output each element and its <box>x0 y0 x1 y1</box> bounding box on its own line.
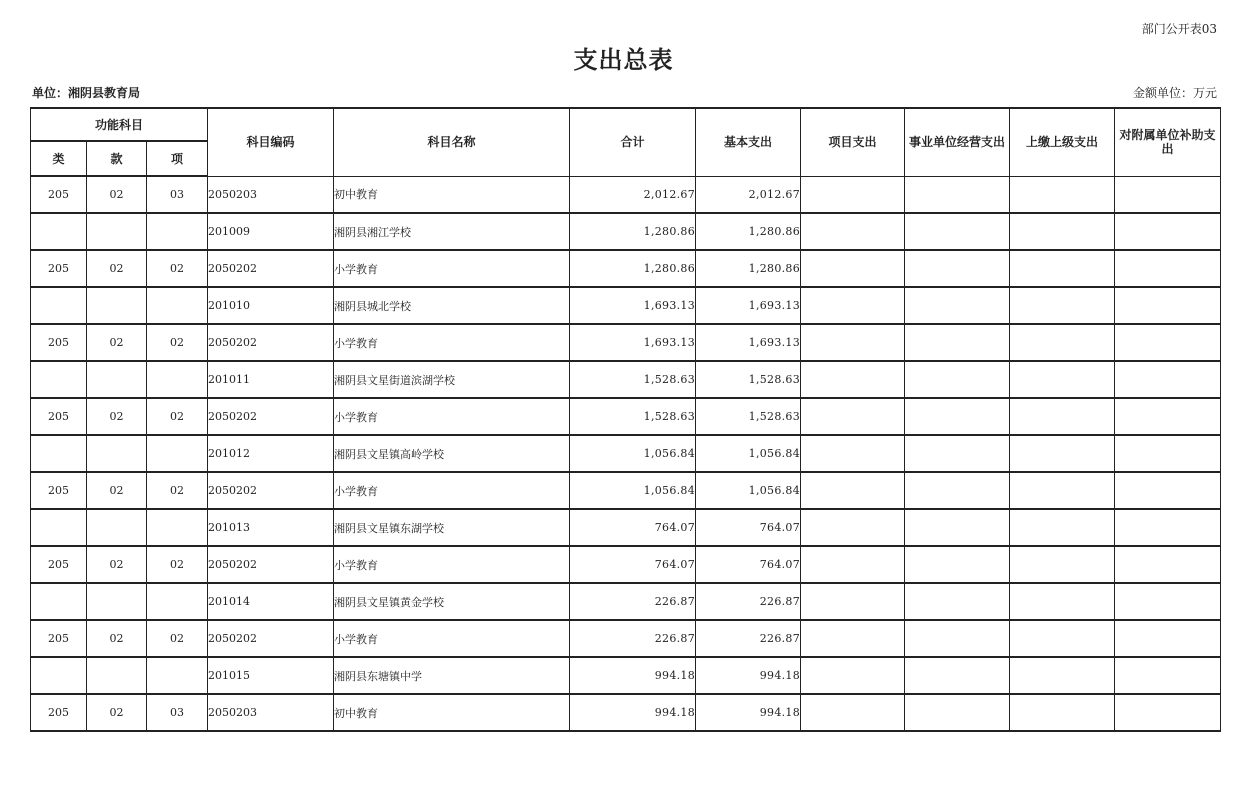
cell-upper-payment <box>1010 435 1115 472</box>
cell-kuan <box>87 287 147 324</box>
cell-basic-expense: 1,693.13 <box>696 287 801 324</box>
cell-subject-name: 小学教育 <box>334 472 570 509</box>
cell-basic-expense: 1,528.63 <box>696 398 801 435</box>
cell-lei <box>31 509 87 546</box>
cell-upper-payment <box>1010 620 1115 657</box>
table-row <box>31 176 1221 213</box>
cell-total: 1,693.13 <box>570 287 696 324</box>
cell-subject-name: 湘阴县文星镇高岭学校 <box>334 435 570 472</box>
cell-kuan: 02 <box>87 176 147 213</box>
cell-kuan: 02 <box>87 324 147 361</box>
cell-xiang <box>147 361 208 398</box>
cell-upper-payment <box>1010 176 1115 213</box>
page-title: 支出总表 <box>573 46 674 74</box>
cell-business-expense <box>905 620 1010 657</box>
cell-upper-payment <box>1010 361 1115 398</box>
cell-basic-expense: 994.18 <box>696 657 801 694</box>
cell-basic-expense: 1,528.63 <box>696 361 801 398</box>
cell-project-expense <box>801 657 905 694</box>
cell-subject-code: 2050203 <box>208 694 334 731</box>
cell-lei <box>31 287 87 324</box>
cell-kuan: 02 <box>87 472 147 509</box>
cell-total: 994.18 <box>570 694 696 731</box>
cell-subject-name: 初中教育 <box>334 694 570 731</box>
cell-lei <box>31 213 87 250</box>
cell-subject-name: 小学教育 <box>334 398 570 435</box>
cell-subject-name: 小学教育 <box>334 620 570 657</box>
cell-upper-payment <box>1010 509 1115 546</box>
header-upper-payment: 上缴上级支出 <box>1010 108 1115 176</box>
cell-subsidiary-subsidy <box>1115 398 1221 435</box>
cell-subject-name: 小学教育 <box>334 250 570 287</box>
cell-business-expense <box>905 583 1010 620</box>
cell-business-expense <box>905 213 1010 250</box>
cell-basic-expense: 994.18 <box>696 694 801 731</box>
cell-subsidiary-subsidy <box>1115 361 1221 398</box>
cell-upper-payment <box>1010 250 1115 287</box>
cell-basic-expense: 1,056.84 <box>696 435 801 472</box>
header-subsidiary-subsidy: 对附属单位补助支出 <box>1115 108 1221 176</box>
cell-xiang <box>147 509 208 546</box>
cell-xiang: 02 <box>147 620 208 657</box>
cell-total: 764.07 <box>570 509 696 546</box>
cell-xiang <box>147 583 208 620</box>
cell-total: 994.18 <box>570 657 696 694</box>
cell-project-expense <box>801 361 905 398</box>
cell-total: 1,056.84 <box>570 435 696 472</box>
table-body <box>31 176 1221 731</box>
cell-lei: 205 <box>31 472 87 509</box>
cell-kuan: 02 <box>87 250 147 287</box>
cell-project-expense <box>801 583 905 620</box>
table-row <box>31 435 1221 472</box>
header-subject-code: 科目编码 <box>208 108 334 176</box>
cell-kuan: 02 <box>87 398 147 435</box>
cell-xiang <box>147 435 208 472</box>
cell-project-expense <box>801 250 905 287</box>
cell-subsidiary-subsidy <box>1115 324 1221 361</box>
cell-project-expense <box>801 213 905 250</box>
cell-kuan <box>87 657 147 694</box>
cell-project-expense <box>801 546 905 583</box>
cell-project-expense <box>801 694 905 731</box>
cell-lei: 205 <box>31 620 87 657</box>
cell-subject-code: 2050202 <box>208 250 334 287</box>
cell-subsidiary-subsidy <box>1115 176 1221 213</box>
table-row <box>31 546 1221 583</box>
cell-subsidiary-subsidy <box>1115 694 1221 731</box>
cell-subsidiary-subsidy <box>1115 620 1221 657</box>
cell-kuan: 02 <box>87 694 147 731</box>
cell-kuan: 02 <box>87 620 147 657</box>
cell-lei: 205 <box>31 546 87 583</box>
cell-basic-expense: 2,012.67 <box>696 176 801 213</box>
cell-subject-code: 2050202 <box>208 472 334 509</box>
cell-kuan <box>87 583 147 620</box>
cell-upper-payment <box>1010 324 1115 361</box>
cell-xiang <box>147 287 208 324</box>
cell-total: 1,280.86 <box>570 250 696 287</box>
cell-xiang: 03 <box>147 176 208 213</box>
cell-subject-code: 2050202 <box>208 620 334 657</box>
cell-xiang <box>147 657 208 694</box>
cell-total: 1,693.13 <box>570 324 696 361</box>
header-basic-expense: 基本支出 <box>696 108 801 176</box>
cell-kuan: 02 <box>87 546 147 583</box>
cell-lei: 205 <box>31 324 87 361</box>
cell-lei <box>31 657 87 694</box>
header-functional-subject: 功能科目 <box>31 108 208 141</box>
header-lei: 类 <box>31 141 87 176</box>
header-project-expense: 项目支出 <box>801 108 905 176</box>
cell-project-expense <box>801 287 905 324</box>
cell-subject-code: 201011 <box>208 361 334 398</box>
cell-project-expense <box>801 435 905 472</box>
amount-unit-label: 金额单位：万元 <box>1132 86 1217 100</box>
cell-xiang: 02 <box>147 546 208 583</box>
table-row <box>31 361 1221 398</box>
cell-business-expense <box>905 176 1010 213</box>
cell-xiang: 02 <box>147 472 208 509</box>
cell-business-expense <box>905 472 1010 509</box>
cell-total: 1,528.63 <box>570 361 696 398</box>
cell-xiang: 02 <box>147 250 208 287</box>
cell-lei <box>31 583 87 620</box>
cell-basic-expense: 1,280.86 <box>696 213 801 250</box>
cell-lei: 205 <box>31 398 87 435</box>
cell-subject-code: 201015 <box>208 657 334 694</box>
cell-basic-expense: 1,693.13 <box>696 324 801 361</box>
cell-total: 1,056.84 <box>570 472 696 509</box>
header-total: 合计 <box>570 108 696 176</box>
cell-upper-payment <box>1010 287 1115 324</box>
cell-subject-code: 2050203 <box>208 176 334 213</box>
cell-subsidiary-subsidy <box>1115 546 1221 583</box>
cell-basic-expense: 764.07 <box>696 509 801 546</box>
cell-subject-name: 湘阴县文星街道滨湖学校 <box>334 361 570 398</box>
cell-subsidiary-subsidy <box>1115 509 1221 546</box>
cell-subject-code: 201014 <box>208 583 334 620</box>
cell-business-expense <box>905 694 1010 731</box>
cell-subject-code: 2050202 <box>208 324 334 361</box>
cell-total: 1,528.63 <box>570 398 696 435</box>
cell-kuan <box>87 213 147 250</box>
cell-subject-name: 小学教育 <box>334 324 570 361</box>
cell-subsidiary-subsidy <box>1115 250 1221 287</box>
table-row <box>31 694 1221 731</box>
cell-project-expense <box>801 620 905 657</box>
cell-business-expense <box>905 657 1010 694</box>
cell-xiang: 02 <box>147 398 208 435</box>
cell-project-expense <box>801 509 905 546</box>
cell-subject-name: 初中教育 <box>334 176 570 213</box>
cell-subsidiary-subsidy <box>1115 657 1221 694</box>
cell-kuan <box>87 361 147 398</box>
cell-business-expense <box>905 324 1010 361</box>
cell-total: 2,012.67 <box>570 176 696 213</box>
expenditure-table <box>30 107 1221 732</box>
table-row <box>31 324 1221 361</box>
cell-project-expense <box>801 472 905 509</box>
cell-upper-payment <box>1010 213 1115 250</box>
cell-subject-name: 湘阴县城北学校 <box>334 287 570 324</box>
cell-business-expense <box>905 546 1010 583</box>
cell-business-expense <box>905 287 1010 324</box>
cell-kuan <box>87 435 147 472</box>
cell-upper-payment <box>1010 398 1115 435</box>
unit-label: 单位：湘阴县教育局 <box>32 86 141 100</box>
table-row <box>31 509 1221 546</box>
cell-basic-expense: 764.07 <box>696 546 801 583</box>
cell-upper-payment <box>1010 546 1115 583</box>
table-row <box>31 398 1221 435</box>
cell-subject-name: 湘阴县湘江学校 <box>334 213 570 250</box>
table-row <box>31 250 1221 287</box>
cell-basic-expense: 1,280.86 <box>696 250 801 287</box>
cell-project-expense <box>801 398 905 435</box>
cell-total: 1,280.86 <box>570 213 696 250</box>
cell-upper-payment <box>1010 694 1115 731</box>
cell-total: 764.07 <box>570 546 696 583</box>
cell-total: 226.87 <box>570 583 696 620</box>
cell-subsidiary-subsidy <box>1115 583 1221 620</box>
table-row <box>31 472 1221 509</box>
table-header <box>31 108 1221 176</box>
table-row <box>31 213 1221 250</box>
cell-basic-expense: 1,056.84 <box>696 472 801 509</box>
cell-business-expense <box>905 361 1010 398</box>
table-row <box>31 620 1221 657</box>
table-row <box>31 657 1221 694</box>
cell-subject-code: 201012 <box>208 435 334 472</box>
cell-kuan <box>87 509 147 546</box>
cell-lei: 205 <box>31 176 87 213</box>
cell-project-expense <box>801 324 905 361</box>
cell-xiang: 03 <box>147 694 208 731</box>
cell-basic-expense: 226.87 <box>696 620 801 657</box>
cell-subject-code: 201010 <box>208 287 334 324</box>
form-code: 部门公开表03 <box>1141 22 1217 36</box>
cell-upper-payment <box>1010 657 1115 694</box>
cell-xiang: 02 <box>147 324 208 361</box>
cell-business-expense <box>905 398 1010 435</box>
cell-lei: 205 <box>31 694 87 731</box>
cell-subsidiary-subsidy <box>1115 435 1221 472</box>
cell-subject-name: 湘阴县文星镇黄金学校 <box>334 583 570 620</box>
cell-subject-code: 2050202 <box>208 546 334 583</box>
cell-business-expense <box>905 250 1010 287</box>
cell-project-expense <box>801 176 905 213</box>
header-business-expense: 事业单位经营支出 <box>905 108 1010 176</box>
cell-subsidiary-subsidy <box>1115 472 1221 509</box>
header-xiang: 项 <box>147 141 208 176</box>
cell-basic-expense: 226.87 <box>696 583 801 620</box>
cell-business-expense <box>905 509 1010 546</box>
header-subject-name: 科目名称 <box>334 108 570 176</box>
cell-subject-name: 湘阴县文星镇东湖学校 <box>334 509 570 546</box>
cell-upper-payment <box>1010 583 1115 620</box>
cell-subsidiary-subsidy <box>1115 287 1221 324</box>
cell-total: 226.87 <box>570 620 696 657</box>
cell-upper-payment <box>1010 472 1115 509</box>
cell-subsidiary-subsidy <box>1115 213 1221 250</box>
table-row <box>31 287 1221 324</box>
cell-lei: 205 <box>31 250 87 287</box>
cell-subject-name: 湘阴县东塘镇中学 <box>334 657 570 694</box>
table-row <box>31 583 1221 620</box>
cell-subject-code: 201013 <box>208 509 334 546</box>
cell-lei <box>31 435 87 472</box>
header-kuan: 款 <box>87 141 147 176</box>
cell-subject-name: 小学教育 <box>334 546 570 583</box>
cell-subject-code: 2050202 <box>208 398 334 435</box>
cell-business-expense <box>905 435 1010 472</box>
cell-xiang <box>147 213 208 250</box>
cell-lei <box>31 361 87 398</box>
cell-subject-code: 201009 <box>208 213 334 250</box>
